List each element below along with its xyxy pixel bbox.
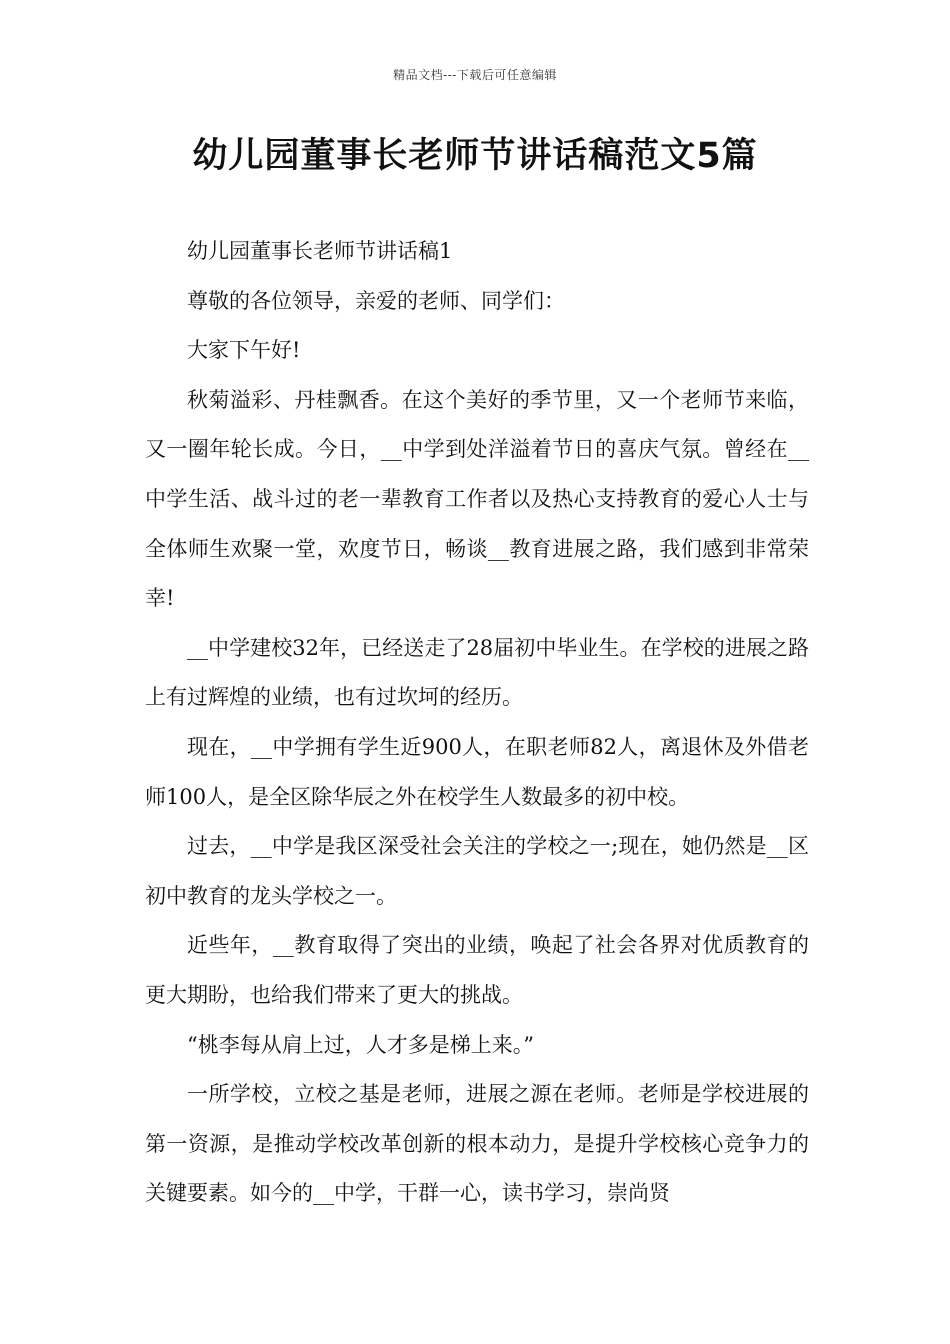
salutation-paragraph: 尊敬的各位领导，亲爱的老师、同学们：	[187, 288, 565, 313]
body-paragraph: 现在，__中学拥有学生近900人，在职老师82人，离退休及外借老师100人，是全区除华辰之外在校学生人数最多的初中校。	[145, 734, 809, 809]
body-paragraph: 秋菊溢彩、丹桂飘香。在这个美好的季节里，又一个老师节来临，又一圈年轮长成。今日，__中学到处洋溢着节日的喜庆气氛。曾经在__中学生活、战斗过的老一辈教育工作者以及热心支持教育的爱心人士与全体师生欢聚一堂，欢度节日，畅谈__教育进展之路，我们感到非常荣幸!	[145, 387, 809, 611]
quote-paragraph: “桃李每从肩上过，人才多是梯上来。”	[187, 1032, 534, 1057]
body-paragraph: 过去，__中学是我区深受社会关注的学校之一;现在，她仍然是__区初中教育的龙头学校之一。	[145, 834, 809, 908]
subtitle-paragraph: 幼儿园董事长老师节讲话稿1	[187, 239, 453, 263]
body-paragraph: 近些年，__教育取得了突出的业绩，唤起了社会各界对优质教育的更大期盼，也给我们带来了更大的挑战。	[145, 933, 809, 1007]
body-paragraph: __中学建校32年，已经送走了28届初中毕业生。在学校的进展之路上有过辉煌的业绩，也有过坎坷的经历。	[145, 635, 809, 710]
header-note: 精品文档---下载后可任意编辑	[393, 68, 557, 82]
greeting-paragraph: 大家下午好!	[187, 338, 301, 363]
document-title: 幼儿园董事长老师节讲话稿范文5篇	[192, 136, 758, 176]
document-body	[145, 227, 809, 1219]
body-paragraph: 一所学校，立校之基是老师，进展之源在老师。老师是学校进展的第一资源，是推动学校改革创新的根本动力，是提升学校核心竞争力的关键要素。如今的__中学，干群一心，读书学习，崇尚贤	[145, 1082, 809, 1206]
